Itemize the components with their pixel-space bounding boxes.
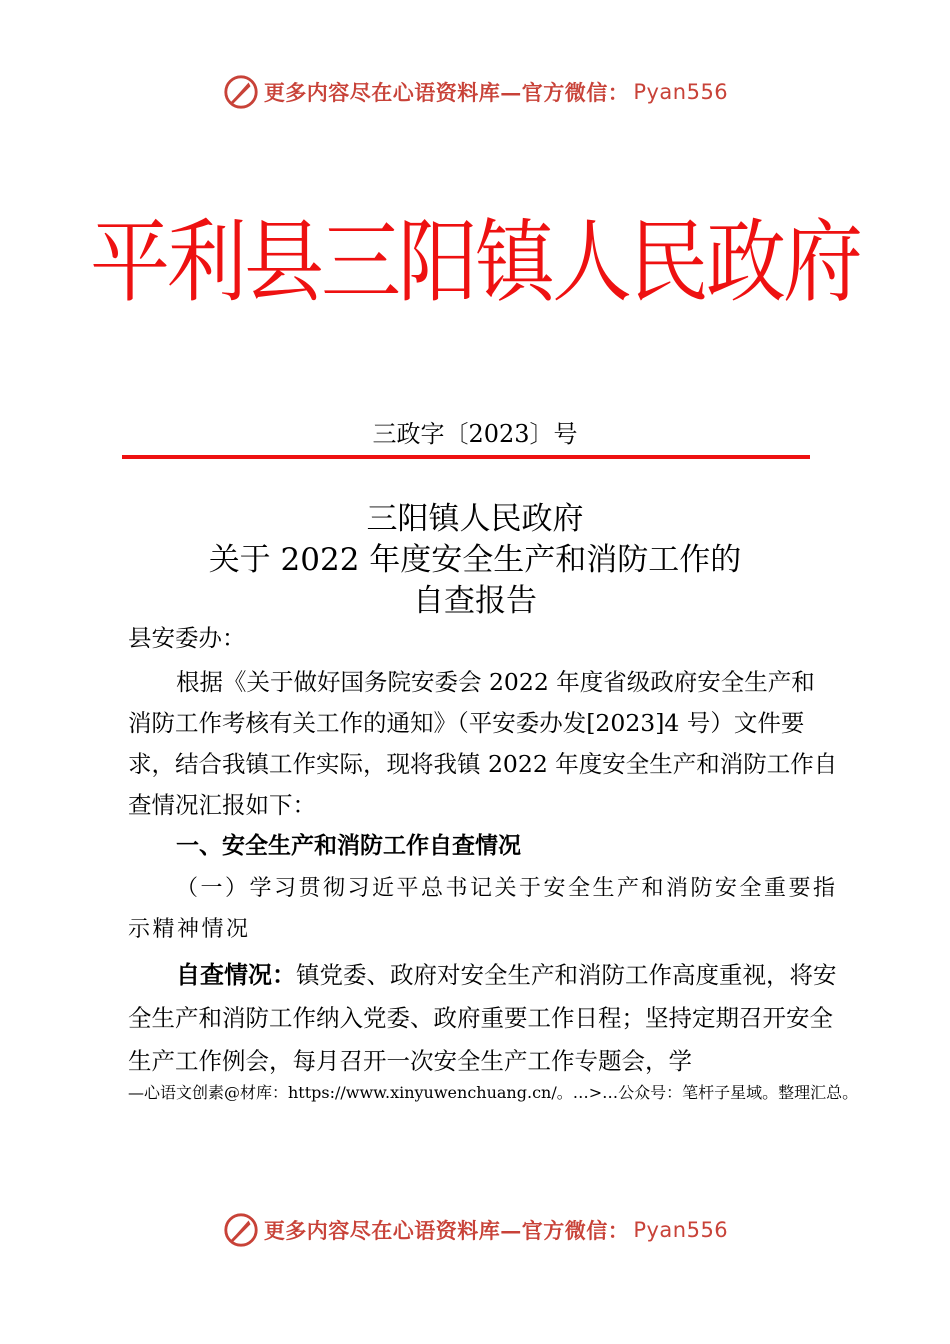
banner-wechat-id: Pyan556: [633, 1218, 729, 1242]
self-check-text: 镇党委、政府对安全生产和消防工作高度重视，将安全生产和消防工作纳入党委、政府重要工作日程；坚持定期召开安全生产工作例会，每月召开一次安全生产工作专题会，学: [128, 961, 837, 1075]
report-title-line-1: 三阳镇人民政府: [366, 501, 584, 537]
addressee: 县安委办：: [128, 624, 246, 652]
banner-text: 更多内容尽在心语资料库—官方微信：: [263, 80, 630, 105]
report-title-line-2: 关于 2022 年度安全生产和消防工作的: [208, 542, 742, 578]
top-watermark-banner: [0, 72, 950, 112]
banner-wechat-id: Pyan556: [633, 80, 729, 104]
footer-watermark-note: —心语文创素@材库：https://www.xinyuwenchuang.cn/。…>…公众号：笔杆子星域。整理汇总。: [128, 1083, 859, 1102]
intro-paragraph: 根据《关于做好国务院安委会 2022 年度省级政府安全生产和消防工作考核有关工作的通知》（平安委办发[2023]4 号）文件要求，结合我镇工作实际，现将我镇 2022 年度安全生产和消防工作自查情况汇报如下：: [128, 668, 838, 819]
feather-pen-logo-icon: [222, 1211, 260, 1249]
subsection-heading: （一）学习贯彻习近平总书记关于安全生产和消防安全重要指示精神情况: [128, 876, 838, 942]
self-check-paragraph: [128, 954, 838, 1083]
banner-text: 更多内容尽在心语资料库—官方微信：: [263, 1218, 630, 1243]
bottom-watermark-banner: [0, 1210, 950, 1250]
feather-pen-logo-icon: [222, 73, 260, 111]
self-check-label: 自查情况：: [176, 961, 296, 989]
red-divider: [122, 455, 810, 459]
doc-number: 三政字〔2023〕号: [372, 420, 578, 448]
report-title-line-3: 自查报告: [413, 583, 537, 619]
issuer-title: 平利县三阳镇人民政府: [90, 210, 860, 315]
section-heading: 一、安全生产和消防工作自查情况: [176, 833, 521, 859]
